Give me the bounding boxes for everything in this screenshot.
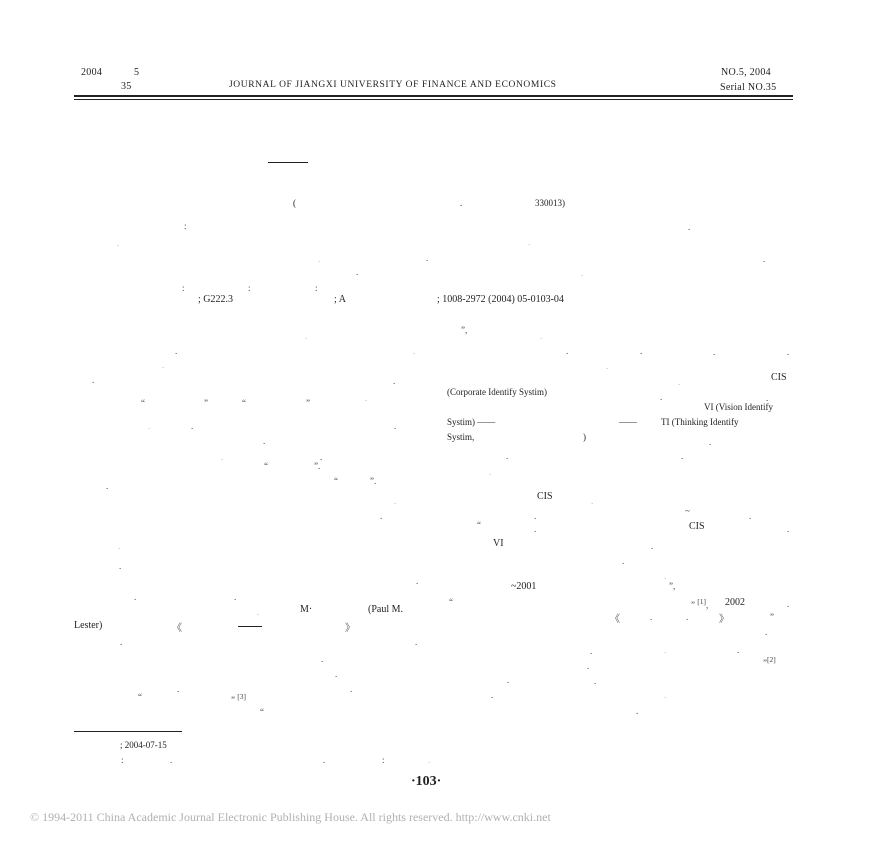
punct-mark: .	[428, 755, 431, 765]
punct-mark: .	[591, 496, 594, 506]
punct-mark: .	[709, 437, 712, 447]
author-paul: (Paul M.	[368, 604, 403, 615]
punct-mark: .	[92, 375, 95, 385]
punct-mark: .	[117, 238, 120, 248]
year-range: ~2001	[511, 581, 537, 592]
punct-mark: .	[119, 561, 122, 571]
punct-mark: .	[594, 676, 597, 686]
punct-mark: .	[787, 524, 790, 534]
punct-mark: “	[260, 707, 264, 717]
punct-mark: ”,	[669, 581, 676, 591]
punct-mark: :	[121, 755, 124, 765]
punct-mark: .	[651, 541, 654, 551]
corporate-identify: (Corporate Identify Systim)	[447, 387, 547, 397]
punct-mark: .	[393, 376, 396, 386]
punct-mark: .	[380, 511, 383, 521]
punct-mark: .	[622, 556, 625, 566]
punct-mark: .	[234, 592, 237, 602]
header-year: 2004	[81, 67, 103, 78]
punct-mark: “	[138, 692, 142, 702]
punct-mark: .	[489, 467, 492, 477]
punct-mark: .	[787, 347, 790, 357]
punct-mark: :	[315, 283, 318, 293]
punct-mark: .	[566, 346, 569, 356]
punct-mark: .	[650, 612, 653, 622]
book-bracket-open: 《	[610, 614, 620, 625]
book-bracket-open: 《	[172, 623, 182, 634]
punct-mark: .	[587, 661, 590, 671]
punct-mark: .	[766, 393, 769, 403]
close-paren: )	[583, 432, 586, 442]
punct-mark: .	[365, 393, 368, 403]
punct-mark: .	[394, 496, 397, 506]
punct-mark: .	[191, 421, 194, 431]
article-id: ; 1008-2972 (2004) 05-0103-04	[437, 294, 564, 305]
header-right-serial: Serial NO.35	[720, 82, 777, 93]
punct-mark: ”	[204, 398, 208, 408]
punct-mark: “	[264, 461, 268, 471]
punct-mark: .	[507, 675, 510, 685]
punct-mark: .	[540, 331, 543, 341]
punct-mark: :	[182, 283, 185, 293]
punct-mark: .	[737, 645, 740, 655]
punct-mark: .	[426, 253, 429, 263]
affiliation-dot: .	[460, 198, 463, 208]
punct-mark: .	[534, 511, 537, 521]
punct-mark: .	[491, 690, 494, 700]
affiliation-postcode: 330013)	[535, 198, 565, 208]
punct-mark: .	[318, 254, 321, 264]
header-serial: 35	[121, 81, 132, 92]
punct-mark: .	[177, 684, 180, 694]
punct-mark: ”	[306, 398, 310, 408]
copyright-notice: © 1994-2011 China Academic Journal Electronic Publishing House. All rights reserved. http://www.cnki.net	[30, 810, 551, 824]
punct-mark: .	[305, 331, 308, 341]
journal-title: JOURNAL OF JIANGXI UNIVERSITY OF FINANCE AND ECONOMICS	[229, 80, 557, 90]
cis-term: CIS	[689, 521, 705, 532]
header-rule-thick	[74, 95, 793, 97]
punct-mark: .	[606, 361, 609, 371]
punct-mark: ”,	[461, 325, 468, 335]
punct-mark: .	[118, 541, 121, 551]
header-right-issue: NO.5, 2004	[721, 67, 771, 78]
punct-mark: .	[534, 524, 537, 534]
author-initial: M·	[300, 604, 313, 615]
punct-mark: ”.	[370, 476, 377, 486]
punct-mark: ” [3]	[231, 692, 246, 705]
author-lester: Lester)	[74, 620, 103, 631]
punct-mark: .	[713, 347, 716, 357]
punct-mark: .	[415, 637, 418, 647]
punct-mark: “	[334, 476, 338, 486]
footnote-rule	[74, 731, 182, 732]
punct-mark: .	[413, 346, 416, 356]
punct-mark: “	[242, 398, 246, 408]
punct-mark: .	[350, 684, 353, 694]
punct-mark: .	[320, 452, 323, 462]
punct-mark: “	[477, 520, 481, 530]
punct-mark: .	[664, 690, 667, 700]
header-rule-thin	[74, 99, 793, 100]
punct-mark: .	[590, 646, 593, 656]
punct-mark: .	[221, 452, 224, 462]
header-issue: 5	[134, 67, 140, 78]
affiliation-open: (	[293, 198, 296, 208]
punct-mark: “	[141, 398, 145, 408]
punct-mark: .	[506, 451, 509, 461]
punct-mark: .	[528, 237, 531, 247]
vi-term: VI	[493, 538, 504, 549]
punct-mark: .	[263, 436, 266, 446]
book-bracket-close: 》	[719, 614, 729, 625]
abstract-mark: :	[184, 221, 187, 231]
punct-mark: ”.	[314, 461, 321, 471]
punct-mark: .	[416, 576, 419, 586]
cis-term: CIS	[771, 372, 787, 383]
punct-mark: .	[688, 222, 691, 232]
punct-mark: .	[394, 421, 397, 431]
vision-identify: VI (Vision Identify	[704, 402, 773, 412]
punct-mark: .	[106, 481, 109, 491]
punct-mark: :	[382, 755, 385, 765]
reference-year: 2002	[725, 597, 745, 608]
punct-mark: ” [1],	[691, 597, 709, 610]
received-date: ; 2004-07-15	[120, 740, 167, 750]
book-bracket-close: 》	[345, 623, 355, 634]
punct-mark: .	[787, 599, 790, 609]
punct-mark: .	[148, 421, 151, 431]
dash: ——	[619, 417, 637, 427]
punct-mark: .	[640, 346, 643, 356]
punct-mark: .	[356, 267, 359, 277]
punct-mark: ”	[770, 612, 774, 622]
punct-mark: .	[170, 755, 173, 765]
title-dash	[268, 162, 308, 163]
punct-mark: .	[134, 592, 137, 602]
page-number: ·103·	[411, 774, 442, 789]
punct-mark: .	[678, 377, 681, 387]
punct-mark: .	[681, 451, 684, 461]
punct-mark: .	[664, 571, 667, 581]
thinking-identify: TI (Thinking Identify	[661, 417, 739, 427]
punct-mark: .	[335, 669, 338, 679]
punct-mark: .	[749, 511, 752, 521]
punct-mark: .	[636, 706, 639, 716]
punct-mark: .	[162, 360, 165, 370]
punct-mark: .	[257, 607, 260, 617]
punct-mark: .	[686, 612, 689, 622]
clc-number: ; G222.3	[198, 294, 233, 305]
punct-mark: .	[660, 392, 663, 402]
punct-mark: ”[2]	[763, 655, 776, 668]
punct-mark: :	[248, 283, 251, 293]
punct-mark: ~	[685, 506, 690, 516]
punct-mark: .	[581, 268, 584, 278]
punct-mark: .	[321, 654, 324, 664]
systim-dash: Systim) ——	[447, 417, 496, 427]
punct-mark: .	[120, 637, 123, 647]
punct-mark: .	[664, 645, 667, 655]
cis-term: CIS	[537, 491, 553, 502]
punct-mark: .	[175, 346, 178, 356]
punct-mark: .	[323, 755, 326, 765]
document-code: ; A	[334, 294, 346, 305]
punct-mark: .	[765, 627, 768, 637]
systim-comma: Systim,	[447, 432, 475, 442]
punct-mark: .	[763, 254, 766, 264]
punct-mark: “	[449, 597, 453, 607]
em-dash	[238, 626, 262, 627]
